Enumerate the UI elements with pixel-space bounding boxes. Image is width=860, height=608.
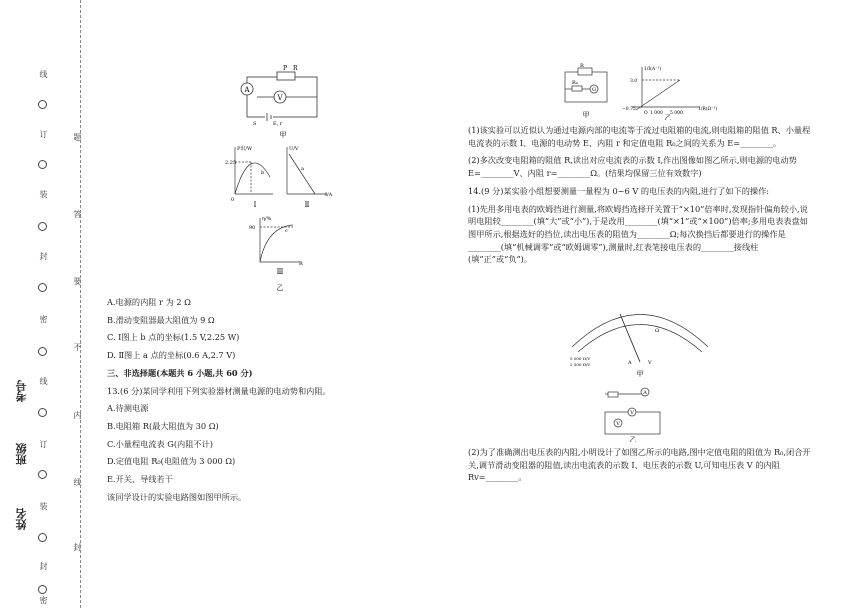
g1-axis: P出/W (237, 146, 253, 152)
q13-item: A.待测电源 (107, 403, 149, 414)
fig13-v2: −0.75 (622, 107, 636, 112)
dial-scale-2: 2 500 Ω/V (570, 362, 591, 367)
margin-mark: 题 (73, 133, 82, 141)
option-b: B.滑动变阻器最大阻值为 9 Ω (107, 314, 215, 325)
margin-mark: 封 (39, 562, 48, 570)
margin-mark: 答 (73, 210, 82, 218)
margin-mark: 线 (39, 377, 48, 385)
fig13-x1: 1 000 (650, 111, 663, 116)
g2-axis-x: I/A (325, 192, 333, 198)
fig13-x2: 5 000 (670, 111, 683, 116)
punch-circle (38, 283, 47, 292)
caption: 甲 (636, 370, 644, 378)
svg-text:P: P (283, 65, 288, 72)
svg-text:R: R (293, 65, 298, 72)
punch-circle (38, 100, 47, 109)
dial-ohm: Ω (655, 328, 660, 334)
fig13-origin: O (644, 111, 648, 116)
class-label: 班级 (15, 443, 28, 465)
option-d: D. Ⅱ图上 a 点的坐标(0.6 A,2.7 V) (107, 350, 236, 361)
svg-text:V: V (630, 410, 634, 416)
left-column (107, 296, 447, 508)
punch-circle (38, 470, 47, 479)
q13-item: C.小量程电流表 G(内阻不计) (107, 438, 213, 449)
g3-axis: η/% (262, 216, 272, 222)
caption: 乙 (276, 284, 284, 292)
margin-mark: 订 (39, 130, 48, 138)
g1-pt: b (261, 170, 265, 176)
g3-pt: c (285, 228, 288, 234)
binding-line (80, 0, 81, 608)
q14-part2: (2)为了准确测出电压表的内阻,小明设计了如图乙所示的电路,图中定值电阻的阻值为 R₀,闭合开关,调节滑动变阻器的阻值,读出电流表的示数 I、电压表的示数 U,可知电压表 V 的内阻 Rv=________。 (468, 447, 811, 483)
svg-text:A: A (643, 390, 647, 396)
q14-stem: 14.(9 分)某实验小组想要测量一量程为 0~6 V 的电压表的内阻,进行了如下的操作: (468, 185, 770, 196)
option-a: A.电源的内阻 r 为 2 Ω (107, 297, 191, 307)
dial-scale-1: 5 000 Ω/V (570, 356, 591, 361)
margin-mark: 不 (73, 343, 82, 351)
margin-mark: 线 (73, 478, 82, 486)
svg-text:V: V (277, 94, 283, 102)
dial-v: V (648, 360, 652, 366)
fig13-v1: 3.0 (630, 79, 638, 84)
punch-circle (38, 222, 47, 231)
margin-mark: 订 (39, 440, 48, 448)
g3-val: 90 (249, 225, 256, 231)
g1-label: Ⅰ (253, 201, 257, 209)
punch-circle (38, 347, 47, 356)
svg-text:E, r: E, r (273, 121, 283, 127)
right-column (468, 124, 813, 271)
g3-axis-x: R (299, 261, 303, 267)
caption: 甲 (279, 131, 287, 139)
q14-part1: (1)先用多用电表的欧姆挡进行测量,将欧姆挡选择开关置于“×10”倍率时,发现指针偏角较小,说明电阻较________(填“大”或“小”),于是改用________(填“×1”或“×100”)倍率;多用电表表盘如图甲所示,根据选好的挡位,读出电压表的阻值为________Ω;每次换挡后都要进行的操作是________(填“机械调零”或“欧姆调零”),测量时,红表笔接电压表的________接线柱(填“正”或“负”)。 (468, 203, 808, 265)
q13-part2: (2)多次改变电阻箱的阻值 R,读出对应电流表的示数 I,作出图像如图乙所示,则电源的电动势 E=________V、内阻 r=________Ω。(结果均保留三位有效数字) (468, 155, 797, 179)
name-label: 姓名 (15, 508, 28, 530)
punch-circle (38, 408, 47, 417)
g1-val: 2.25 (225, 160, 237, 166)
g2-pt: a (301, 166, 304, 172)
caption: 乙 (664, 114, 672, 120)
g2-label: Ⅱ (304, 201, 310, 209)
margin-mark: 要 (73, 277, 82, 285)
fig13-x-axis: 1/R(Ω⁻¹) (698, 107, 718, 112)
svg-text:A: A (244, 86, 250, 94)
margin-mark: 密 (39, 315, 48, 323)
margin-mark: 内 (73, 411, 82, 419)
margin-mark: 装 (39, 502, 48, 510)
svg-text:R: R (580, 63, 584, 69)
q13-item: E.开关、导线若干 (107, 474, 173, 485)
figure-q13 (560, 62, 720, 120)
section-heading: 三、非选择题(本题共 6 小题,共 60 分) (107, 367, 253, 378)
q14-part2-block (468, 446, 813, 489)
q13-tail: 该同学设计的实验电路图如图甲所示。 (107, 491, 247, 502)
g1-origin: 0 (231, 197, 235, 203)
caption: 乙 (629, 436, 637, 442)
r0-label: R₀ (572, 80, 578, 86)
q13-stem: 13.(6 分)某同学利用下列实验器材测量电源的电动势和内阻。 (107, 385, 331, 396)
punch-circle (38, 533, 47, 542)
id-label: 考号 (15, 380, 28, 402)
option-c: C. Ⅰ图上 b 点的坐标(1.5 V,2.25 W) (107, 332, 240, 343)
punch-circle (38, 160, 47, 169)
caption: 甲 (582, 111, 590, 119)
figure-q14 (560, 292, 720, 442)
margin-mark: 线 (39, 70, 48, 78)
svg-text:G: G (592, 87, 596, 93)
g3-label: Ⅲ (276, 268, 284, 276)
punch-circle (38, 585, 47, 594)
q13-item: B.电阻箱 R(最大阻值为 30 Ω) (107, 420, 219, 431)
margin-mark: 装 (39, 190, 48, 198)
svg-text:V: V (616, 421, 620, 427)
margin-mark: 密 (39, 596, 48, 604)
q13-part1: (1)该实验可以近似认为通过电源内部的电流等于流过电阻箱的电流,则电阻箱的阻值 R、小量程电流表的示数 I、电源的电动势 E、内阻 r 和定值电阻 R₀之间的关系为 E=________。 (468, 125, 811, 148)
margin-mark: 封 (39, 252, 48, 260)
svg-text:S: S (253, 121, 257, 127)
margin-mark: 封 (73, 543, 82, 551)
dial-a: A (628, 360, 632, 366)
q13-item: D.定值电阻 R₀(电阻值为 3 000 Ω) (107, 456, 236, 467)
g2-axis-y: U/V (289, 146, 299, 152)
figure-q12 (225, 62, 345, 294)
fig13-y-axis: 1/I(A⁻¹) (644, 67, 662, 72)
